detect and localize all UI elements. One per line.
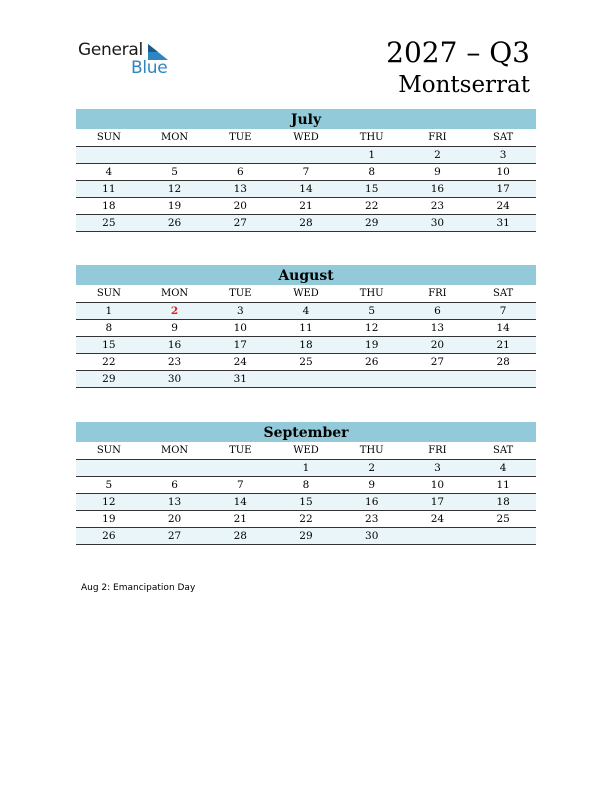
day-cell: 15 xyxy=(365,183,379,195)
weekday-label: WED xyxy=(273,129,339,147)
day-cell: 21 xyxy=(299,200,313,212)
holiday-day-cell: 2 xyxy=(170,305,179,317)
weekday-label: SUN xyxy=(76,285,142,303)
day-cell: 8 xyxy=(368,166,376,178)
day-cell: 20 xyxy=(167,513,182,525)
day-cell: 17 xyxy=(233,339,247,351)
day-cell: 3 xyxy=(434,462,441,474)
month-header: September xyxy=(76,422,536,442)
day-cell: 19 xyxy=(167,200,182,212)
day-cell: 9 xyxy=(368,479,376,491)
weekday-label: TUE xyxy=(207,129,273,147)
day-cell: 24 xyxy=(233,356,247,368)
day-cell: 17 xyxy=(430,496,445,508)
weekday-label: MON xyxy=(142,442,208,460)
week-row xyxy=(76,337,536,354)
day-cell: 5 xyxy=(368,305,376,317)
weekday-label: FRI xyxy=(405,285,471,303)
week-row xyxy=(76,494,536,511)
day-cell: 19 xyxy=(102,513,116,525)
holidays-note: Aug 2: Emancipation Day xyxy=(81,583,196,593)
month-header: July xyxy=(76,109,536,129)
day-cell: 30 xyxy=(167,373,182,385)
day-cell: 30 xyxy=(365,530,379,542)
logo xyxy=(78,40,178,80)
day-cell: 27 xyxy=(430,356,445,368)
weekday-label: THU xyxy=(339,442,405,460)
day-cell: 1 xyxy=(302,462,310,474)
day-cell: 14 xyxy=(299,183,313,195)
logo-general-text: General xyxy=(78,40,143,60)
week-row xyxy=(76,460,536,477)
day-cell: 11 xyxy=(496,479,510,491)
day-cell: 3 xyxy=(236,305,244,317)
day-cell: 14 xyxy=(496,322,510,334)
day-cell: 10 xyxy=(496,166,510,178)
day-cell: 17 xyxy=(496,183,510,195)
weekday-label: WED xyxy=(273,442,339,460)
day-cell: 28 xyxy=(496,356,510,368)
day-cell: 18 xyxy=(102,200,116,212)
day-cell: 6 xyxy=(434,305,441,317)
weekday-label: MON xyxy=(142,129,208,147)
weekday-label: THU xyxy=(339,129,405,147)
day-cell: 13 xyxy=(430,322,445,334)
day-cell: 12 xyxy=(102,496,116,508)
day-cell: 30 xyxy=(430,217,445,229)
day-cell: 31 xyxy=(496,217,510,229)
weekday-label: SAT xyxy=(470,285,536,303)
week-row xyxy=(76,528,536,545)
day-cell: 12 xyxy=(365,322,379,334)
day-cell: 9 xyxy=(434,166,441,178)
day-cell: 16 xyxy=(167,339,182,351)
day-cell: 22 xyxy=(365,200,379,212)
day-cell xyxy=(470,528,536,544)
day-cell: 31 xyxy=(233,373,247,385)
day-cell: 29 xyxy=(102,373,116,385)
day-cell: 3 xyxy=(499,149,507,161)
day-cell: 22 xyxy=(102,356,116,368)
day-cell: 10 xyxy=(233,322,247,334)
day-cell: 19 xyxy=(365,339,379,351)
page-title: 2027 – Q3 xyxy=(386,36,530,69)
weekday-label: TUE xyxy=(207,442,273,460)
day-cell: 7 xyxy=(302,166,310,178)
day-cell: 13 xyxy=(167,496,182,508)
day-cell: 20 xyxy=(233,200,247,212)
day-cell: 23 xyxy=(430,200,445,212)
month-august xyxy=(76,265,536,388)
day-cell: 23 xyxy=(365,513,379,525)
day-cell: 24 xyxy=(496,200,510,212)
country-name: Montserrat xyxy=(398,72,530,98)
day-cell: 21 xyxy=(233,513,247,525)
day-cell: 24 xyxy=(430,513,445,525)
day-cell: 20 xyxy=(430,339,445,351)
day-cell xyxy=(273,147,339,163)
day-cell: 4 xyxy=(302,305,310,317)
week-row xyxy=(76,215,536,232)
day-cell: 29 xyxy=(299,530,313,542)
day-cell: 7 xyxy=(236,479,244,491)
day-cell: 15 xyxy=(102,339,116,351)
day-cell xyxy=(76,147,142,163)
day-cell xyxy=(142,147,208,163)
day-cell: 28 xyxy=(233,530,247,542)
day-cell xyxy=(339,371,405,387)
week-row xyxy=(76,147,536,164)
weekday-label: THU xyxy=(339,285,405,303)
day-cell xyxy=(76,460,142,476)
weekday-label: SAT xyxy=(470,442,536,460)
day-cell xyxy=(273,371,339,387)
day-cell: 2 xyxy=(368,462,376,474)
day-cell: 16 xyxy=(365,496,379,508)
day-cell: 11 xyxy=(299,322,313,334)
day-cell: 26 xyxy=(167,217,182,229)
day-cell: 22 xyxy=(299,513,313,525)
weekday-row xyxy=(76,285,536,303)
day-cell: 18 xyxy=(299,339,313,351)
day-cell: 2 xyxy=(434,149,441,161)
day-cell: 6 xyxy=(236,166,244,178)
week-row xyxy=(76,198,536,215)
weekday-label: SUN xyxy=(76,129,142,147)
day-cell xyxy=(405,371,471,387)
month-september xyxy=(76,422,536,545)
day-cell: 8 xyxy=(302,479,310,491)
day-cell: 11 xyxy=(102,183,116,195)
week-row xyxy=(76,181,536,198)
day-cell: 10 xyxy=(430,479,445,491)
day-cell: 27 xyxy=(233,217,247,229)
weekday-row xyxy=(76,442,536,460)
weekday-label: WED xyxy=(273,285,339,303)
day-cell xyxy=(207,460,273,476)
week-row xyxy=(76,164,536,181)
day-cell xyxy=(470,371,536,387)
weekday-label: SAT xyxy=(470,129,536,147)
day-cell: 1 xyxy=(105,305,113,317)
weekday-row xyxy=(76,129,536,147)
week-row xyxy=(76,511,536,528)
day-cell: 25 xyxy=(299,356,313,368)
day-cell: 29 xyxy=(365,217,379,229)
day-cell: 12 xyxy=(167,183,182,195)
week-row xyxy=(76,320,536,337)
day-cell: 25 xyxy=(102,217,116,229)
month-header: August xyxy=(76,265,536,285)
day-cell: 18 xyxy=(496,496,510,508)
week-row xyxy=(76,354,536,371)
day-cell: 26 xyxy=(365,356,379,368)
day-cell: 7 xyxy=(499,305,507,317)
day-cell: 4 xyxy=(499,462,507,474)
day-cell: 8 xyxy=(105,322,113,334)
logo-blue-text: Blue xyxy=(131,58,168,78)
day-cell: 4 xyxy=(105,166,113,178)
month-july xyxy=(76,109,536,232)
day-cell xyxy=(207,147,273,163)
weekday-label: FRI xyxy=(405,129,471,147)
weekday-label: SUN xyxy=(76,442,142,460)
day-cell: 5 xyxy=(105,479,113,491)
week-row xyxy=(76,371,536,388)
day-cell: 6 xyxy=(171,479,178,491)
week-row xyxy=(76,303,536,320)
day-cell xyxy=(142,460,208,476)
day-cell: 16 xyxy=(430,183,445,195)
day-cell: 23 xyxy=(167,356,182,368)
weekday-label: MON xyxy=(142,285,208,303)
day-cell: 25 xyxy=(496,513,510,525)
weekday-label: FRI xyxy=(405,442,471,460)
day-cell xyxy=(405,528,471,544)
day-cell: 1 xyxy=(368,149,376,161)
day-cell: 5 xyxy=(171,166,178,178)
day-cell: 28 xyxy=(299,217,313,229)
day-cell: 26 xyxy=(102,530,116,542)
day-cell: 9 xyxy=(171,322,178,334)
day-cell: 21 xyxy=(496,339,510,351)
day-cell: 14 xyxy=(233,496,247,508)
day-cell: 27 xyxy=(167,530,182,542)
day-cell: 13 xyxy=(233,183,247,195)
weekday-label: TUE xyxy=(207,285,273,303)
week-row xyxy=(76,477,536,494)
day-cell: 15 xyxy=(299,496,313,508)
